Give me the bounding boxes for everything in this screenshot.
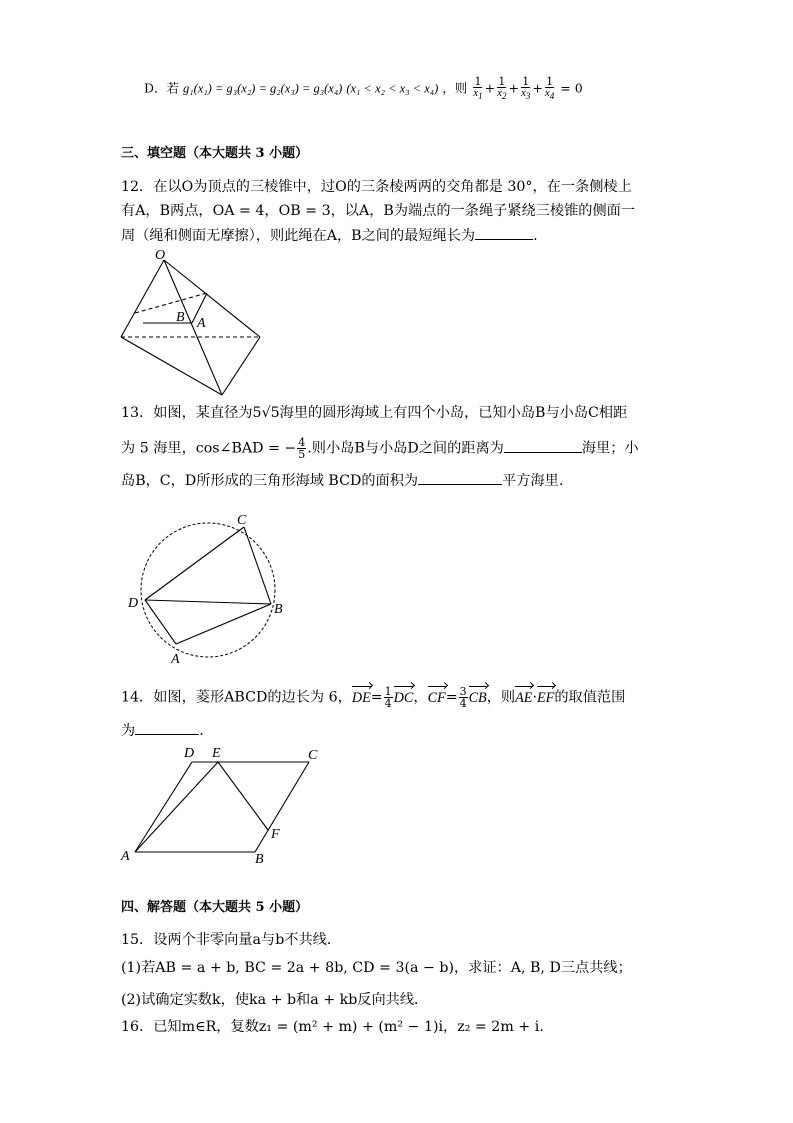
- fig13-label-a: A: [171, 652, 180, 667]
- figure-13-circle: [120, 505, 300, 670]
- fig14-label-f: F: [271, 827, 280, 842]
- option-d-condition: (x₁ < x₂ < x₃ < x₄): [346, 81, 439, 96]
- frac-1-x4: $\frac{1}{x_4}$: [544, 75, 555, 102]
- q14-line1: [121, 686, 673, 709]
- frac-1-4-den: 4: [384, 697, 392, 710]
- frac-4-5: [297, 437, 306, 460]
- q14-sep: ，: [413, 689, 428, 706]
- edge-left-bottom: [121, 337, 222, 395]
- frac-3-4: [459, 686, 468, 709]
- q13-line3b: 平方海里.: [502, 473, 564, 489]
- frac-4-5-den: 5: [298, 448, 306, 461]
- frac-1-4: [384, 686, 393, 709]
- q13-line1: 13．如图，某直径为5√5海里的圆形海域上有四个小岛，已知小岛B与小岛C相距: [121, 405, 628, 421]
- q14-then: ，则: [486, 689, 516, 706]
- rope-dashed: [135, 293, 207, 313]
- option-d-equation: g₁(x₁) = g₃(x₂) = g₂(x₃) = g₃(x₄): [183, 81, 343, 96]
- fig12-label-o: O: [155, 248, 166, 263]
- q12-line3-end: .: [533, 228, 538, 244]
- segment-dc: [145, 527, 244, 600]
- circle-boundary: [141, 523, 275, 657]
- q14-line2: [121, 720, 673, 741]
- q12-line2: 有A，B两点，OA = 4，OB = 3，以A，B为端点的一条绳子紧绕三棱锥的侧面一: [121, 203, 636, 219]
- q14-line1a: 14．如图，菱形ABCD的边长为 6，: [121, 689, 352, 706]
- vector-ef: EF: [536, 689, 555, 706]
- q12-line3: [121, 225, 673, 246]
- q15-line1: 15．设两个非零向量a与b不共线．: [121, 932, 342, 948]
- side-ad: [135, 762, 192, 852]
- frac-1-x1: $\frac{1}{x_1}$: [473, 75, 483, 102]
- frac-3-4-num: 3: [459, 685, 467, 698]
- segment-ab: [176, 604, 271, 644]
- frac-1-x3: $\frac{1}{x_3}$: [521, 75, 531, 102]
- q14-line2-end: .: [199, 723, 204, 739]
- figure-14-rhombus: [118, 742, 338, 867]
- q12-answer-blank: [475, 225, 533, 240]
- vector-de: DE: [351, 689, 371, 706]
- q14-eq1: =: [370, 689, 383, 706]
- fig12-label-a: A: [197, 316, 206, 331]
- q15-line2: (1)若AB = a + b, BC = 2a + 8b, CD = 3(a − b)，求证：A, B, D三点共线；: [121, 960, 632, 976]
- frac-4-5-num: 4: [298, 436, 306, 449]
- edge-o-left: [121, 260, 164, 337]
- q14-line2-text: 为: [121, 723, 136, 739]
- vector-dc: DC: [393, 689, 414, 706]
- option-d-conclusion: = 0: [560, 80, 583, 96]
- segment-ae: [135, 762, 218, 852]
- fig13-label-c: C: [237, 513, 247, 528]
- fig14-label-e: E: [212, 746, 221, 761]
- q14-answer-blank: [135, 720, 199, 735]
- q13-line3: [121, 470, 673, 491]
- side-cb: [255, 762, 309, 852]
- fig14-label-a: A: [121, 849, 130, 864]
- edge-o-bottom: [164, 260, 222, 395]
- option-d-then: ，则: [442, 80, 468, 96]
- section-3-title: 三、填空题（本大题共 3 小题）: [121, 146, 309, 161]
- q13-line3a: 岛B，C，D所形成的三角形海域 BCD的面积为: [121, 473, 419, 489]
- edge-right-bottom: [222, 337, 260, 395]
- section-4-title: 四、解答题（本大题共 5 小题）: [121, 900, 309, 915]
- fig13-label-b: B: [274, 602, 283, 617]
- frac-1-x2: $\frac{1}{x_2}$: [497, 75, 507, 102]
- fig14-label-b: B: [255, 852, 264, 867]
- q14-line1b: 的取值范围: [554, 689, 626, 706]
- fig13-label-d: D: [128, 596, 139, 611]
- frac-1-4-num: 1: [384, 685, 392, 698]
- figure-12-tetrahedron: [115, 245, 275, 400]
- segment-cb: [244, 527, 271, 604]
- vector-ae: AE: [515, 689, 533, 706]
- option-d: D．若 g₁(x₁) = g₃(x₂) = g₂(x₃) = g₃(x₄) (x₁ < x₂ < x₃ < x₄) ，则 $\frac{1}{x_1}$ + $\frac{1}{x_2}$ + $\frac{1}{x_3}$ + $\frac{1}{x_4}$ = 0: [144, 75, 583, 102]
- q12-line1: 12．在以O为顶点的三棱锥中，过O的三条棱两两的交角都是 30°，在一条侧棱上: [121, 179, 632, 195]
- fig14-label-d: D: [184, 746, 195, 761]
- fig12-label-b: B: [176, 310, 185, 325]
- frac-3-4-den: 4: [459, 697, 467, 710]
- q13-line2b: .则小岛B与小岛D之间的距离为: [307, 440, 504, 457]
- vector-cb: CB: [468, 689, 487, 706]
- q13-answer-blank-2: [418, 470, 502, 485]
- q15-line3: (2)试确定实数k，使ka + b和a + kb反向共线．: [121, 992, 429, 1008]
- q14-eq2: =: [445, 689, 458, 706]
- q16-line1: 16．已知m∈R，复数z₁ = (m² + m) + (m² − 1)i，z₂ = 2m + i.: [121, 1019, 544, 1035]
- q13-answer-blank-1: [504, 438, 582, 453]
- segment-ef: [218, 762, 268, 830]
- q13-line2: [121, 437, 673, 460]
- q14-dot: ·: [532, 689, 537, 706]
- q12-line3-text: 周（绳和侧面无摩擦），则此绳在A，B之间的最短绳长为: [121, 228, 476, 244]
- option-d-prefix: D．若: [144, 80, 180, 96]
- fig14-label-c: C: [308, 748, 318, 763]
- q13-line2a: 为 5 海里，cos∠BAD = −: [121, 440, 297, 457]
- vector-cf: CF: [427, 689, 446, 706]
- q13-line2c: 海里；小: [581, 440, 639, 457]
- segment-db: [145, 600, 271, 604]
- edge-o-right: [164, 260, 260, 337]
